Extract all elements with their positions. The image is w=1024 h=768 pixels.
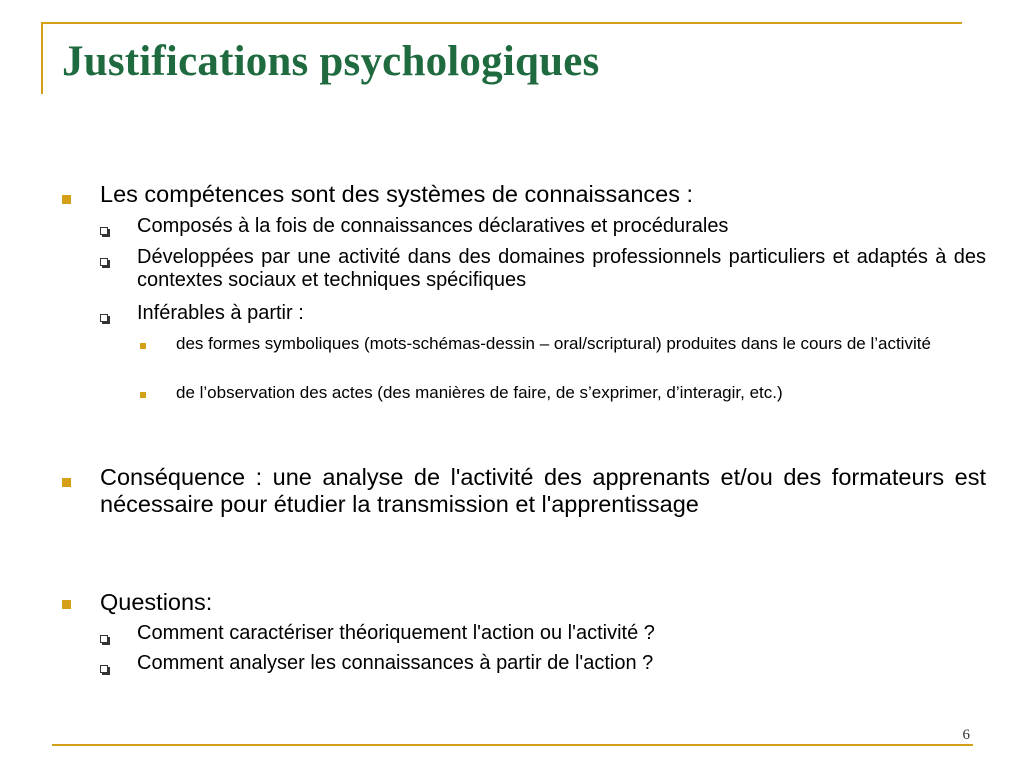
sub-sub-bullet-text: de l’observation des actes (des manières de faire, de s’exprimer, d’interagir, etc.) [176,383,783,402]
sub-bullet-text: Composés à la fois de connaissances déclaratives et procédurales [137,215,729,237]
square-bullet-icon [62,600,71,609]
square-bullet-icon [62,478,71,487]
sub-bullet-text: Développées par une activité dans des domaines professionnels particuliers et adaptés à des contextes sociaux et techniques spécifiques [137,246,986,291]
sub-bullet-text: Comment caractériser théoriquement l'action ou l'activité ? [137,622,655,644]
sub-bullet-item [137,215,986,238]
bullet-text: Les compétences sont des systèmes de connaissances : [100,181,694,207]
page-number: 6 [962,727,970,743]
sub-bullet-item [137,622,986,645]
bullet-item [100,589,986,616]
bullet-text: Questions: [100,589,213,615]
bullet-text: Conséquence : une analyse de l'activité des apprenants et/ou des formateurs est nécessaire pour étudier la transmission et l'apprentissage [100,464,986,517]
sub-sub-bullet-item [176,381,986,404]
bullet-item [100,181,986,208]
small-square-bullet-icon [140,343,146,349]
sub-bullet-item [137,246,986,292]
square-bullet-icon [62,195,71,204]
small-square-bullet-icon [140,392,146,398]
hollow-square-bullet-icon [100,314,108,322]
sub-bullet-text: Inférables à partir : [137,302,304,324]
bullet-item [100,464,986,518]
sub-bullet-text: Comment analyser les connaissances à partir de l'action ? [137,652,654,674]
hollow-square-bullet-icon [100,635,108,643]
sub-bullet-item [137,302,986,325]
sub-sub-bullet-item [176,332,986,355]
hollow-square-bullet-icon [100,258,108,266]
slide-title: Justifications psychologiques [62,38,600,85]
hollow-square-bullet-icon [100,665,108,673]
sub-sub-bullet-text: des formes symboliques (mots-schémas-dessin – oral/scriptural) produites dans le cours de l’activité [176,334,931,353]
sub-bullet-item [137,652,986,675]
hollow-square-bullet-icon [100,227,108,235]
